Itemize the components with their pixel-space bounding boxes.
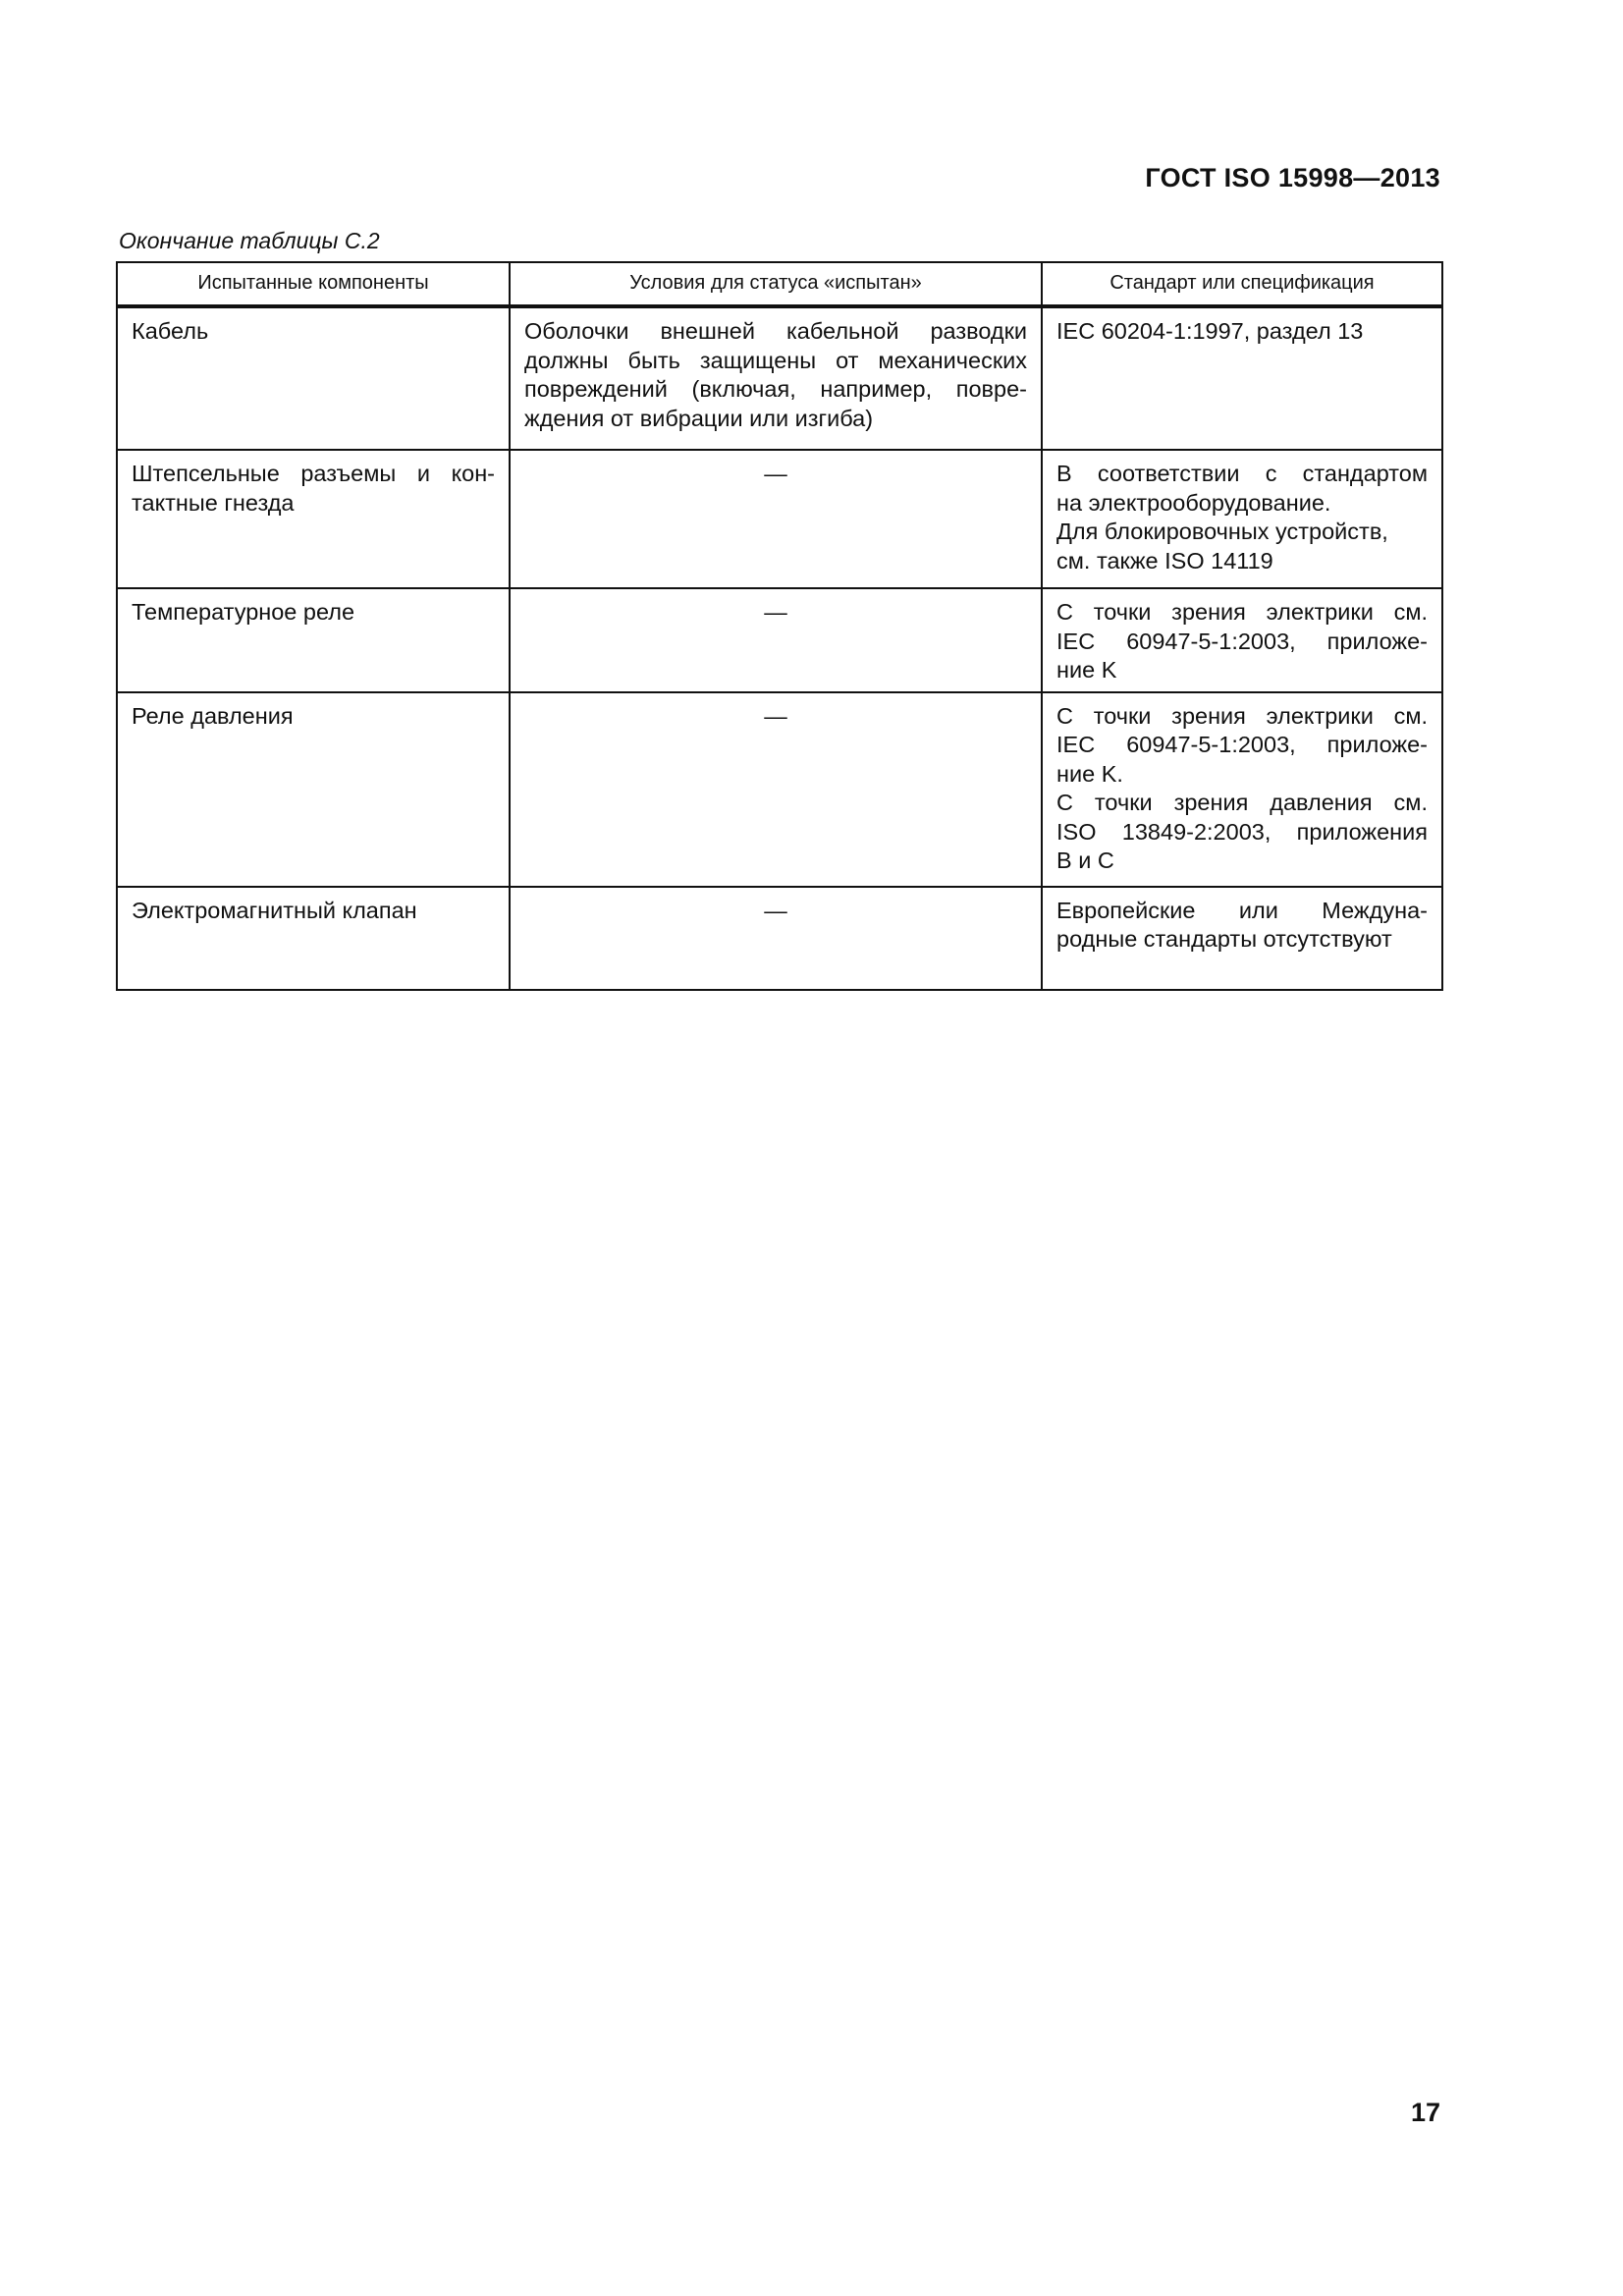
standard-cell [1042,887,1442,990]
component-text: тактные гнезда [132,489,295,516]
component-text: Штепсельные разъемы и кон- [132,461,495,486]
condition-text: — [764,461,787,486]
standard-cell [1042,450,1442,588]
component-cell [117,692,510,887]
table-row [117,306,1442,450]
component-text: Кабель [132,318,209,344]
component-text: Реле давления [132,702,294,729]
condition-text: — [764,897,787,923]
standard-text: родные стандарты отсутствуют [1056,926,1392,952]
component-cell [117,306,510,450]
table-row [117,588,1442,692]
condition-cell [510,588,1042,692]
standard-cell [1042,306,1442,450]
component-cell [117,887,510,990]
condition-text: повреждений (включая, например, повре- [524,376,1027,402]
standard-cell [1042,692,1442,887]
standard-cell [1042,588,1442,692]
condition-text: — [764,702,787,729]
standard-text: ние K. [1056,760,1123,787]
component-cell [117,450,510,588]
standard-text: IEC 60204-1:1997, раздел 13 [1056,318,1364,344]
standard-text: Европейские или Междуна- [1056,897,1428,923]
standard-text: см. также ISO 14119 [1056,547,1273,574]
page-number: 17 [1410,2098,1440,2127]
column-header-standard: Стандарт или спецификация [1042,262,1442,306]
table-row [117,887,1442,990]
components-table [116,261,1443,991]
table-row [117,692,1442,887]
standard-text: B и C [1056,847,1114,873]
component-cell [117,588,510,692]
document-code: ГОСТ ISO 15998—2013 [1145,163,1440,192]
component-text: Электромагнитный клапан [132,897,417,923]
condition-cell [510,692,1042,887]
standard-text: IEC 60947-5-1:2003, приложе- [1056,732,1428,757]
condition-text: должны быть защищены от механических [524,347,1027,373]
column-header-components: Испытанные компоненты [117,262,510,306]
standard-text: С точки зрения давления см. [1056,790,1428,815]
table-row [117,450,1442,588]
standard-text: IEC 60947-5-1:2003, приложе- [1056,628,1428,654]
condition-text: ждения от вибрации или изгиба) [524,405,874,431]
standard-text: В соответствии с стандартом [1056,461,1428,486]
condition-text: Оболочки внешней кабельной разводки [524,318,1027,344]
standard-text: Для блокировочных устройств, [1056,519,1388,544]
condition-text: — [764,599,787,625]
standard-text: на электрооборудование. [1056,489,1331,516]
standard-text: С точки зрения электрики см. [1056,599,1428,625]
standard-text: ISO 13849-2:2003, приложения [1056,818,1428,845]
standard-text: ние K [1056,657,1117,683]
condition-cell [510,887,1042,990]
condition-cell [510,306,1042,450]
table-header-row [117,262,1442,306]
condition-cell [510,450,1042,588]
standard-text: С точки зрения электрики см. [1056,702,1428,729]
component-text: Температурное реле [132,599,355,625]
table-caption: Окончание таблицы С.2 [119,228,380,253]
column-header-conditions: Условия для статуса «испытан» [510,262,1042,306]
